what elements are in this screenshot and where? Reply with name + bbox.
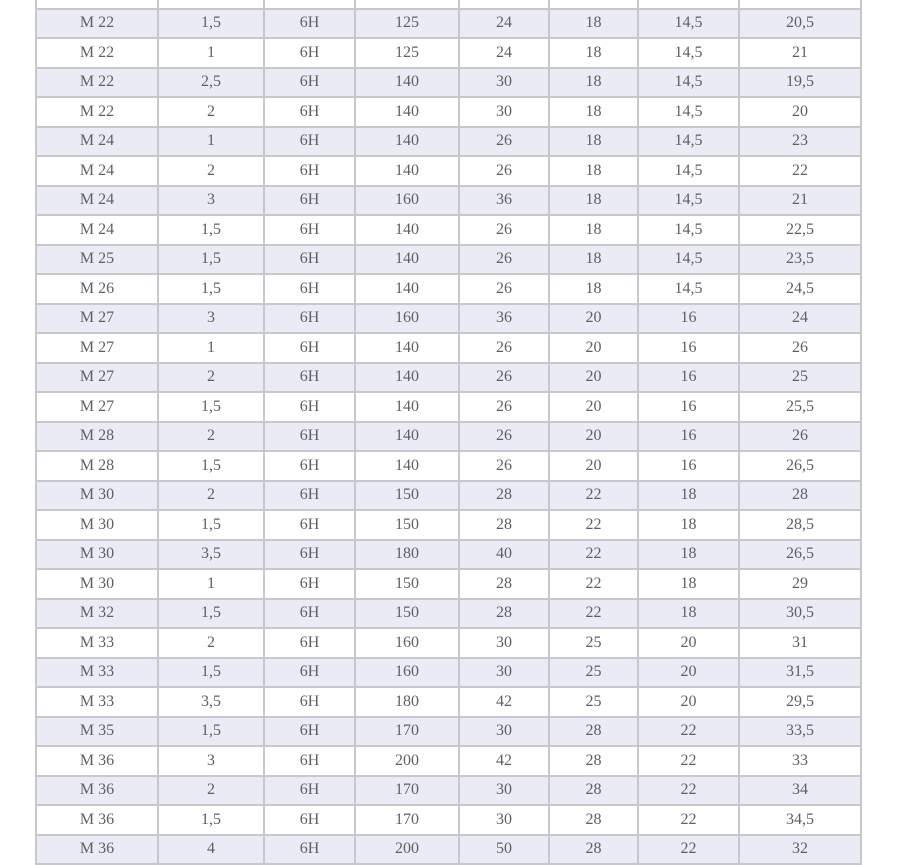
cell-value-1 [355,0,459,9]
cell-thread-size: M 28 [36,422,158,452]
cell-value-2: 30 [459,805,549,835]
cell-tolerance: 6H [264,628,355,658]
cell-drill-diameter: 25 [739,363,861,393]
cell-tolerance: 6H [264,451,355,481]
cell-pitch: 3 [158,304,264,334]
cell-value-1: 140 [355,451,459,481]
cell-value-2: 28 [459,481,549,511]
cell-value-4: 20 [638,658,739,688]
cell-value-1: 160 [355,628,459,658]
cell-value-3: 28 [549,835,638,865]
table-row [36,274,861,304]
cell-pitch: 3 [158,186,264,216]
cell-pitch: 2 [158,156,264,186]
cell-value-2: 26 [459,333,549,363]
cell-thread-size: M 30 [36,481,158,511]
cell-value-2: 26 [459,274,549,304]
cell-value-4 [638,0,739,9]
table-row [36,510,861,540]
cell-drill-diameter: 26 [739,333,861,363]
cell-value-4: 18 [638,540,739,570]
cell-thread-size [36,0,158,9]
cell-value-2: 26 [459,215,549,245]
cell-value-3: 18 [549,245,638,275]
cell-value-3: 22 [549,540,638,570]
cell-pitch: 1,5 [158,245,264,275]
cell-pitch: 1,5 [158,392,264,422]
cell-pitch: 3 [158,746,264,776]
cell-value-1: 125 [355,38,459,68]
table-row [36,186,861,216]
cell-value-3: 22 [549,510,638,540]
table-row-partial [36,0,861,9]
cell-value-4: 22 [638,717,739,747]
cell-tolerance: 6H [264,68,355,98]
cell-thread-size: M 24 [36,127,158,157]
cell-drill-diameter: 29,5 [739,687,861,717]
table-row [36,9,861,39]
cell-value-4: 14,5 [638,215,739,245]
cell-value-3: 28 [549,805,638,835]
cell-thread-size: M 35 [36,717,158,747]
cell-value-3: 20 [549,363,638,393]
cell-drill-diameter: 21 [739,186,861,216]
cell-thread-size: M 36 [36,835,158,865]
table-row [36,776,861,806]
cell-tolerance: 6H [264,717,355,747]
cell-thread-size: M 33 [36,687,158,717]
cell-value-2 [459,0,549,9]
cell-value-4: 22 [638,746,739,776]
cell-thread-size: M 28 [36,451,158,481]
table-row [36,746,861,776]
table-row [36,156,861,186]
cell-thread-size: M 22 [36,9,158,39]
cell-value-2: 28 [459,510,549,540]
cell-value-1: 140 [355,333,459,363]
cell-value-3: 18 [549,97,638,127]
cell-thread-size: M 30 [36,510,158,540]
cell-tolerance: 6H [264,746,355,776]
cell-pitch: 1,5 [158,274,264,304]
cell-value-4: 14,5 [638,68,739,98]
cell-value-2: 42 [459,687,549,717]
cell-thread-size: M 24 [36,215,158,245]
table-row [36,215,861,245]
cell-thread-size: M 36 [36,805,158,835]
cell-tolerance: 6H [264,540,355,570]
cell-tolerance: 6H [264,658,355,688]
cell-pitch: 4 [158,835,264,865]
cell-value-2: 50 [459,835,549,865]
cell-thread-size: M 30 [36,569,158,599]
cell-value-3: 18 [549,156,638,186]
cell-tolerance: 6H [264,835,355,865]
table-row [36,304,861,334]
cell-value-3: 22 [549,599,638,629]
cell-value-4: 14,5 [638,9,739,39]
cell-tolerance: 6H [264,422,355,452]
cell-value-1: 150 [355,481,459,511]
cell-drill-diameter: 31,5 [739,658,861,688]
cell-value-1: 140 [355,274,459,304]
cell-value-1: 170 [355,717,459,747]
table-row [36,805,861,835]
table-row [36,451,861,481]
cell-thread-size: M 22 [36,38,158,68]
cell-drill-diameter [739,0,861,9]
cell-value-2: 30 [459,628,549,658]
cell-value-4: 14,5 [638,245,739,275]
cell-value-4: 18 [638,510,739,540]
cell-tolerance: 6H [264,805,355,835]
cell-thread-size: M 22 [36,68,158,98]
cell-value-4: 14,5 [638,186,739,216]
cell-value-1: 150 [355,599,459,629]
cell-value-4: 16 [638,392,739,422]
cell-value-2: 26 [459,392,549,422]
cell-value-1: 140 [355,363,459,393]
cell-pitch: 1,5 [158,510,264,540]
cell-drill-diameter: 25,5 [739,392,861,422]
cell-pitch: 1,5 [158,805,264,835]
table-row [36,540,861,570]
cell-value-2: 30 [459,776,549,806]
table-row [36,628,861,658]
cell-pitch: 1,5 [158,717,264,747]
table-row [36,392,861,422]
cell-value-4: 18 [638,481,739,511]
cell-value-4: 22 [638,835,739,865]
table-scroll-region [35,0,862,865]
cell-pitch: 3,5 [158,687,264,717]
cell-thread-size: M 27 [36,304,158,334]
cell-drill-diameter: 23 [739,127,861,157]
cell-thread-size: M 27 [36,363,158,393]
table-row [36,717,861,747]
cell-drill-diameter: 34 [739,776,861,806]
cell-value-3: 20 [549,304,638,334]
cell-thread-size: M 24 [36,186,158,216]
cell-value-4: 14,5 [638,156,739,186]
cell-value-4: 22 [638,805,739,835]
table-row [36,127,861,157]
table-row [36,422,861,452]
cell-tolerance: 6H [264,363,355,393]
cell-thread-size: M 22 [36,97,158,127]
cell-pitch: 2 [158,422,264,452]
cell-drill-diameter: 28 [739,481,861,511]
table-row [36,481,861,511]
cell-drill-diameter: 32 [739,835,861,865]
cell-value-2: 36 [459,304,549,334]
cell-value-1: 170 [355,805,459,835]
cell-value-4: 18 [638,569,739,599]
cell-drill-diameter: 26 [739,422,861,452]
cell-value-4: 14,5 [638,127,739,157]
cell-pitch: 1 [158,333,264,363]
cell-value-3: 18 [549,38,638,68]
table-row [36,687,861,717]
cell-value-3: 25 [549,658,638,688]
table-row [36,835,861,865]
cell-value-2: 36 [459,186,549,216]
cell-value-3: 22 [549,569,638,599]
cell-tolerance: 6H [264,186,355,216]
cell-tolerance [264,0,355,9]
cell-tolerance: 6H [264,156,355,186]
cell-drill-diameter: 20 [739,97,861,127]
cell-value-4: 16 [638,422,739,452]
cell-pitch: 2 [158,481,264,511]
cell-thread-size: M 25 [36,245,158,275]
cell-value-2: 26 [459,363,549,393]
cell-pitch: 2 [158,97,264,127]
cell-value-1: 140 [355,245,459,275]
cell-value-3: 28 [549,717,638,747]
cell-value-3: 20 [549,392,638,422]
table-row [36,68,861,98]
cell-value-2: 30 [459,717,549,747]
cell-value-3: 22 [549,481,638,511]
cell-value-2: 26 [459,245,549,275]
cell-tolerance: 6H [264,687,355,717]
cell-drill-diameter: 21 [739,38,861,68]
cell-value-3: 20 [549,422,638,452]
cell-value-1: 200 [355,835,459,865]
cell-tolerance: 6H [264,215,355,245]
cell-tolerance: 6H [264,127,355,157]
cell-tolerance: 6H [264,333,355,363]
cell-drill-diameter: 33,5 [739,717,861,747]
cell-value-1: 160 [355,186,459,216]
cell-value-3: 18 [549,274,638,304]
cell-pitch: 3,5 [158,540,264,570]
cell-thread-size: M 36 [36,746,158,776]
cell-tolerance: 6H [264,97,355,127]
cell-value-3: 20 [549,451,638,481]
cell-tolerance: 6H [264,599,355,629]
cell-value-2: 28 [459,599,549,629]
cell-drill-diameter: 26,5 [739,451,861,481]
cell-value-1: 160 [355,304,459,334]
cell-value-2: 30 [459,97,549,127]
cell-value-1: 150 [355,569,459,599]
cell-pitch: 2,5 [158,68,264,98]
cell-value-4: 22 [638,776,739,806]
cell-value-3: 18 [549,68,638,98]
cell-value-1: 200 [355,746,459,776]
cell-tolerance: 6H [264,392,355,422]
cell-value-2: 24 [459,38,549,68]
cell-value-2: 30 [459,68,549,98]
cell-value-3: 18 [549,127,638,157]
cell-tolerance: 6H [264,9,355,39]
cell-value-1: 125 [355,9,459,39]
cell-value-2: 26 [459,156,549,186]
cell-drill-diameter: 28,5 [739,510,861,540]
cell-value-2: 26 [459,422,549,452]
cell-value-4: 16 [638,363,739,393]
cell-value-2: 24 [459,9,549,39]
cell-thread-size: M 27 [36,333,158,363]
cell-pitch: 1,5 [158,658,264,688]
cell-value-4: 16 [638,451,739,481]
cell-value-1: 170 [355,776,459,806]
cell-value-4: 16 [638,304,739,334]
thread-dimensions-table [35,0,862,865]
cell-value-3: 20 [549,333,638,363]
cell-pitch: 2 [158,363,264,393]
table-row [36,97,861,127]
cell-drill-diameter: 24 [739,304,861,334]
cell-value-3: 18 [549,215,638,245]
table-row [36,599,861,629]
cell-value-2: 30 [459,658,549,688]
cell-tolerance: 6H [264,569,355,599]
table-row [36,363,861,393]
cell-value-1: 140 [355,392,459,422]
cell-drill-diameter: 31 [739,628,861,658]
cell-value-1: 140 [355,422,459,452]
cell-drill-diameter: 20,5 [739,9,861,39]
cell-value-1: 140 [355,156,459,186]
cell-value-4: 18 [638,599,739,629]
cell-value-1: 140 [355,127,459,157]
cell-thread-size: M 36 [36,776,158,806]
cell-value-1: 140 [355,97,459,127]
cell-drill-diameter: 19,5 [739,68,861,98]
cell-thread-size: M 26 [36,274,158,304]
cell-drill-diameter: 29 [739,569,861,599]
cell-value-1: 180 [355,540,459,570]
table-row [36,658,861,688]
cell-tolerance: 6H [264,245,355,275]
cell-value-3 [549,0,638,9]
cell-value-4: 14,5 [638,274,739,304]
cell-value-3: 25 [549,687,638,717]
table-row [36,38,861,68]
cell-drill-diameter: 22 [739,156,861,186]
table-row [36,569,861,599]
cell-drill-diameter: 24,5 [739,274,861,304]
cell-value-1: 180 [355,687,459,717]
cell-pitch: 2 [158,776,264,806]
cell-tolerance: 6H [264,38,355,68]
cell-tolerance: 6H [264,510,355,540]
cell-thread-size: M 30 [36,540,158,570]
cell-pitch: 1,5 [158,451,264,481]
cell-thread-size: M 33 [36,658,158,688]
cell-thread-size: M 27 [36,392,158,422]
cell-value-2: 40 [459,540,549,570]
cell-value-3: 18 [549,186,638,216]
cell-thread-size: M 32 [36,599,158,629]
thread-table-body [36,0,861,864]
cell-pitch: 1,5 [158,215,264,245]
cell-pitch: 1,5 [158,9,264,39]
cell-value-2: 28 [459,569,549,599]
cell-pitch: 1 [158,569,264,599]
cell-tolerance: 6H [264,304,355,334]
cell-drill-diameter: 22,5 [739,215,861,245]
table-row [36,333,861,363]
cell-thread-size: M 33 [36,628,158,658]
cell-tolerance: 6H [264,274,355,304]
cell-drill-diameter: 33 [739,746,861,776]
cell-value-4: 14,5 [638,38,739,68]
cell-value-3: 25 [549,628,638,658]
cell-value-2: 26 [459,127,549,157]
cell-value-1: 150 [355,510,459,540]
cell-tolerance: 6H [264,481,355,511]
cell-value-3: 28 [549,776,638,806]
cell-thread-size: M 24 [36,156,158,186]
cell-drill-diameter: 26,5 [739,540,861,570]
cell-value-4: 16 [638,333,739,363]
cell-value-1: 160 [355,658,459,688]
cell-value-4: 20 [638,687,739,717]
cell-drill-diameter: 34,5 [739,805,861,835]
cell-value-1: 140 [355,215,459,245]
cell-drill-diameter: 30,5 [739,599,861,629]
table-row [36,245,861,275]
cell-value-4: 14,5 [638,97,739,127]
cell-tolerance: 6H [264,776,355,806]
cell-pitch: 2 [158,628,264,658]
cell-pitch [158,0,264,9]
cell-value-3: 28 [549,746,638,776]
cell-value-1: 140 [355,68,459,98]
cell-value-3: 18 [549,9,638,39]
cell-value-2: 26 [459,451,549,481]
cell-value-4: 20 [638,628,739,658]
cell-pitch: 1,5 [158,599,264,629]
cell-drill-diameter: 23,5 [739,245,861,275]
cell-pitch: 1 [158,38,264,68]
cell-value-2: 42 [459,746,549,776]
cell-pitch: 1 [158,127,264,157]
